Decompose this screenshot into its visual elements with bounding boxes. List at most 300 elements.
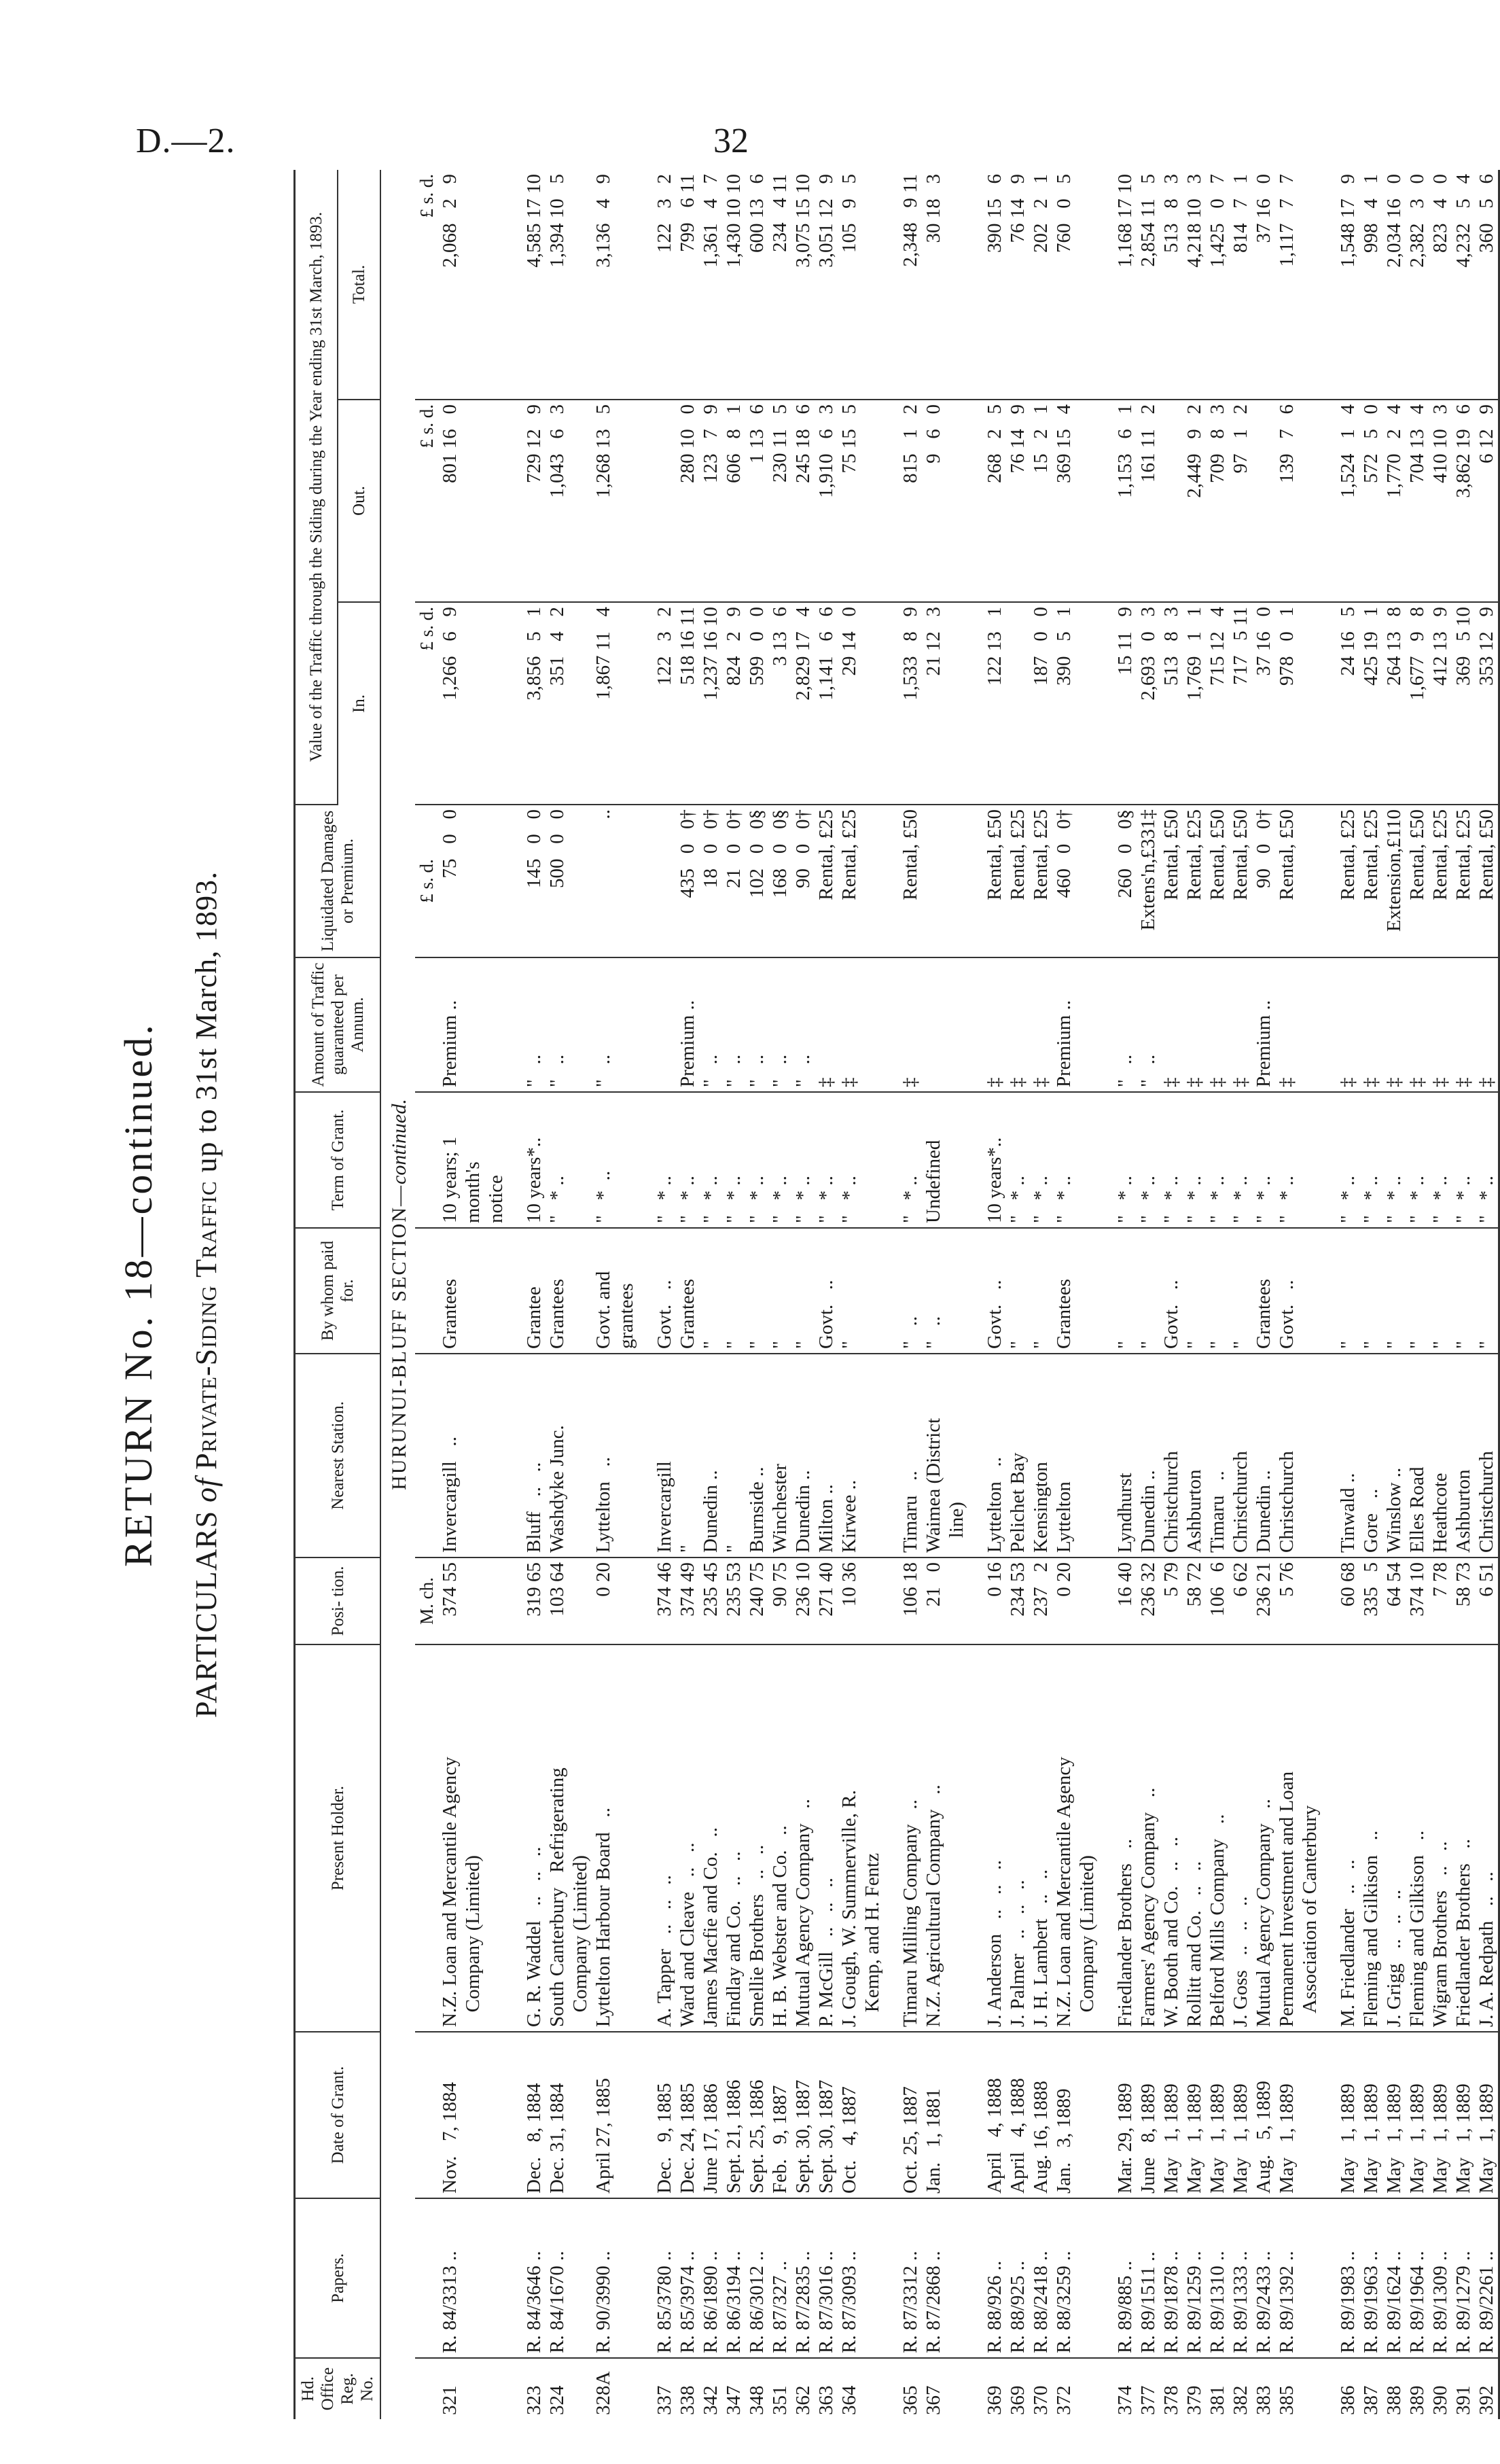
cell-amount: Premium ..: [1252, 957, 1275, 1092]
spacer-row: [884, 170, 899, 2419]
cell-position: [569, 1557, 592, 1644]
table-row: [922, 170, 945, 2419]
cell-liquidated: [484, 805, 507, 957]
cell-station: Christchurch: [1160, 1354, 1183, 1557]
cell-total: 2,382 3 0: [1406, 170, 1429, 400]
cell-paid-by: ": [1006, 1228, 1029, 1354]
cell-paid-by: ": [1475, 1228, 1499, 1354]
page-number: 32: [713, 122, 749, 160]
cell-position: [461, 1557, 484, 1644]
cell-term: " * ..: [1183, 1092, 1206, 1228]
cell-reg-no: [461, 2358, 484, 2419]
cell-date: Sept. 25, 1886: [745, 2032, 768, 2198]
cell-position: 0 20: [1052, 1557, 1075, 1644]
cell-paid-by: Grantees: [546, 1228, 569, 1354]
cell-papers: R. 87/3016 ..: [815, 2198, 838, 2358]
cell-liquidated: Rental, £25: [1359, 805, 1382, 957]
table-row: [1252, 170, 1275, 2419]
table-row: [592, 170, 615, 2419]
cell-out: 606 8 1: [722, 400, 745, 602]
cell-in: [861, 602, 884, 805]
cell-papers: [1298, 2198, 1321, 2358]
cell-reg-no: 365: [899, 2385, 921, 2415]
cell-amount: " ..: [592, 957, 615, 1092]
cell-liquidated: [861, 805, 884, 957]
cell-position: 21 0: [922, 1557, 945, 1644]
cell-paid-by: [945, 1228, 968, 1354]
cell-term: notice: [484, 1092, 507, 1228]
cell-term: " * ..: [1160, 1092, 1183, 1228]
cell-date: April 4, 1888: [983, 2032, 1006, 2198]
cell-holder: M. Friedlander .. ..: [1336, 1644, 1359, 2032]
table-row: [838, 170, 861, 2419]
cell-station: Pelichet Bay: [1006, 1354, 1029, 1557]
cell-amount: ‡: [1382, 957, 1406, 1092]
cell-total: 998 4 1: [1359, 170, 1382, 400]
table-row: [1275, 170, 1298, 2419]
cell-paid-by: Grantee: [522, 1228, 546, 1354]
cell-position: 0 16: [983, 1557, 1006, 1644]
cell-amount: " ..: [745, 957, 768, 1092]
unit-liq: £ s. d.: [415, 805, 438, 957]
cell-station: Timaru ..: [899, 1354, 922, 1557]
cell-station: Ashburton: [1183, 1354, 1206, 1557]
cell-station: Ashburton: [1452, 1354, 1475, 1557]
table-row: [1336, 170, 1359, 2419]
cell-out: [1075, 400, 1099, 602]
cell-holder: Company (Limited): [461, 1644, 484, 2032]
cell-reg-no: 381: [1207, 2385, 1228, 2415]
cell-position: 236 10: [791, 1557, 815, 1644]
cell-liquidated: Rental, £25: [1006, 805, 1029, 957]
cell-paid-by: ": [1183, 1228, 1206, 1354]
cell-term: " * ..: [1029, 1092, 1052, 1228]
cell-total: 4,218 10 3: [1183, 170, 1206, 400]
cell-out: 268 2 5: [983, 400, 1006, 602]
cell-position: 236 32: [1137, 1557, 1160, 1644]
cell-in: 715 12 4: [1206, 602, 1229, 805]
cell-station: Dunedin ..: [791, 1354, 815, 1557]
cell-station: Timaru ..: [1206, 1354, 1229, 1557]
header-position: Posi- tion.: [295, 1557, 381, 1644]
cell-paid-by: [1075, 1228, 1099, 1354]
cell-holder: P. McGill .. .. ..: [815, 1644, 838, 2032]
cell-date: April 4, 1888: [1006, 2032, 1029, 2198]
cell-holder: South Canterbury Refrigerating: [546, 1644, 569, 2032]
cell-station: Gore ..: [1359, 1354, 1382, 1557]
cell-papers: [615, 2198, 638, 2358]
cell-term: " * ..: [1252, 1092, 1275, 1228]
cell-term: " * ..: [838, 1092, 861, 1228]
cell-amount: ‡: [983, 957, 1006, 1092]
cell-in: [945, 602, 968, 805]
cell-paid-by: ": [722, 1228, 745, 1354]
cell-out: [653, 400, 676, 602]
cell-date: [461, 2032, 484, 2198]
section-title-text: HURUNUI-BLUFF SECTION—: [388, 1184, 410, 1490]
cell-term: " * ..: [1006, 1092, 1029, 1228]
cell-paid-by: [569, 1228, 592, 1354]
cell-total: 823 4 0: [1429, 170, 1452, 400]
cell-term: " * ..: [699, 1092, 722, 1228]
table-row: [1075, 170, 1099, 2419]
header-term: Term of Grant.: [295, 1092, 381, 1228]
cell-reg-no: 382: [1230, 2385, 1251, 2415]
cell-reg-no: 369: [1007, 2385, 1029, 2415]
cell-position: 64 54: [1382, 1557, 1406, 1644]
cell-term: " * ..: [1452, 1092, 1475, 1228]
cell-holder: Fleming and Gilkison ..: [1359, 1644, 1382, 2032]
cell-liquidated: Rental, £25: [1029, 805, 1052, 957]
cell-reg-no: 378: [1160, 2385, 1182, 2415]
cell-total: 202 2 1: [1029, 170, 1052, 400]
cell-total: 105 9 5: [838, 170, 861, 400]
cell-papers: R. 86/3194 ..: [722, 2198, 745, 2358]
header-paid: By whom paid for.: [295, 1228, 381, 1354]
cell-holder: J. A. Redpath .. ..: [1475, 1644, 1499, 2032]
cell-reg-no: 363: [815, 2385, 837, 2415]
cell-amount: ‡: [1406, 957, 1429, 1092]
cell-in: 15 11 9: [1113, 602, 1137, 805]
cell-paid-by: ": [838, 1228, 861, 1354]
cell-amount: ‡: [1029, 957, 1052, 1092]
cell-in: 187 0 0: [1029, 602, 1052, 805]
cell-term: [569, 1092, 592, 1228]
cell-total: 360 5 6: [1475, 170, 1499, 400]
cell-total: [461, 170, 484, 400]
cell-position: 271 40: [815, 1557, 838, 1644]
cell-station: Lyndhurst: [1113, 1354, 1137, 1557]
cell-term: " * ..: [1206, 1092, 1229, 1228]
cell-total: 1,394 10 5: [546, 170, 569, 400]
cell-amount: " ..: [1113, 957, 1137, 1092]
cell-term: [1075, 1092, 1099, 1228]
cell-liquidated: Rental, £50: [1275, 805, 1298, 957]
cell-out: [1252, 400, 1275, 602]
cell-out: 3,862 19 6: [1452, 400, 1475, 602]
cell-liquidated: Rental, £50: [1406, 805, 1429, 957]
cell-liquidated: 145 0 0: [522, 805, 546, 957]
cell-paid-by: grantees: [615, 1228, 638, 1354]
cell-position: 335 5: [1359, 1557, 1382, 1644]
cell-out: [484, 400, 507, 602]
cell-station: Christchurch: [1475, 1354, 1499, 1557]
cell-reg-no: [569, 2358, 592, 2419]
cell-holder: J. Grigg .. .. ..: [1382, 1644, 1406, 2032]
cell-liquidated: 500 0 0: [546, 805, 569, 957]
cell-date: Mar. 29, 1889: [1113, 2032, 1137, 2198]
traffic-table: [293, 170, 1500, 2419]
cell-total: 3,051 12 9: [815, 170, 838, 400]
cell-holder: Rollitt and Co. .. ..: [1183, 1644, 1206, 2032]
cell-liquidated: [461, 805, 484, 957]
cell-out: 2,449 9 2: [1183, 400, 1206, 602]
cell-amount: ‡: [1475, 957, 1499, 1092]
subtitle-of: of: [190, 1477, 223, 1502]
cell-amount: Premium ..: [676, 957, 699, 1092]
cell-paid-by: ": [1406, 1228, 1429, 1354]
cell-date: May 1, 1889: [1183, 2032, 1206, 2198]
cell-reg-no: 321: [439, 2385, 461, 2415]
cell-holder: J. Goss .. .. ..: [1229, 1644, 1252, 2032]
cell-date: [861, 2032, 884, 2198]
cell-position: 0 20: [592, 1557, 615, 1644]
cell-papers: R. 88/3259 ..: [1052, 2198, 1075, 2358]
cell-position: 374 55: [438, 1557, 461, 1644]
cell-in: 518 16 11: [676, 602, 699, 805]
cell-amount: ‡: [1359, 957, 1382, 1092]
cell-amount: [1298, 957, 1321, 1092]
cell-amount: ‡: [1275, 957, 1298, 1092]
cell-amount: [653, 957, 676, 1092]
cell-out: 230 11 5: [768, 400, 791, 602]
subtitle-tail: up to 31st March, 1893.: [190, 871, 223, 1173]
cell-liquidated: Rental, £25: [1452, 805, 1475, 957]
table-row: [1160, 170, 1183, 2419]
cell-amount: " ..: [722, 957, 745, 1092]
cell-station: Dunedin ..: [1137, 1354, 1160, 1557]
cell-position: 374 46: [653, 1557, 676, 1644]
cell-total: 814 7 1: [1229, 170, 1252, 400]
cell-liquidated: [569, 805, 592, 957]
cell-reg-no: 379: [1183, 2385, 1205, 2415]
cell-out: 280 10 0: [676, 400, 699, 602]
cell-out: [861, 400, 884, 602]
table-row: [1206, 170, 1229, 2419]
cell-liquidated: 102 0 0§: [745, 805, 768, 957]
cell-station: Christchurch: [1275, 1354, 1298, 1557]
table-row: [546, 170, 569, 2419]
table-row: [1006, 170, 1029, 2419]
cell-liquidated: Rental, £50: [1160, 805, 1183, 957]
table-row: [861, 170, 884, 2419]
cell-holder: A. Tapper .. .. ..: [653, 1644, 676, 2032]
cell-liquidated: Rental, £25: [1183, 805, 1206, 957]
cell-position: 106 6: [1206, 1557, 1229, 1644]
cell-liquidated: 260 0 0§: [1113, 805, 1137, 957]
section-title-italic: continued.: [388, 1099, 410, 1184]
cell-reg-no: 367: [923, 2385, 944, 2415]
cell-in: 264 13 8: [1382, 602, 1406, 805]
cell-paid-by: ": [1382, 1228, 1406, 1354]
table-row: [569, 170, 592, 2419]
cell-papers: R. 89/1878 ..: [1160, 2198, 1183, 2358]
cell-papers: [1075, 2198, 1099, 2358]
table-row: [1406, 170, 1429, 2419]
header-in: In.: [338, 602, 380, 805]
cell-amount: ‡: [1183, 957, 1206, 1092]
cell-term: " * ..: [1113, 1092, 1137, 1228]
cell-station: Invercargill: [653, 1354, 676, 1557]
cell-reg-no: 387: [1360, 2385, 1382, 2415]
cell-papers: [945, 2198, 968, 2358]
cell-holder: N.Z. Loan and Mercantile Agency: [438, 1644, 461, 2032]
cell-papers: R. 88/925 ..: [1006, 2198, 1029, 2358]
cell-papers: R. 87/2868 ..: [922, 2198, 945, 2358]
cell-in: 1,266 6 9: [438, 602, 461, 805]
cell-date: June 17, 1886: [699, 2032, 722, 2198]
unit-total: £ s. d.: [415, 170, 438, 400]
cell-in: [1006, 602, 1029, 805]
cell-out: 369 15 4: [1052, 400, 1075, 602]
section-title: [380, 170, 415, 2419]
header-total: Total.: [338, 170, 380, 400]
cell-paid-by: Govt. ..: [1275, 1228, 1298, 1354]
cell-in: 353 12 9: [1475, 602, 1499, 805]
cell-position: [861, 1557, 884, 1644]
cell-reg-no: 348: [746, 2385, 768, 2415]
cell-amount: " ..: [546, 957, 569, 1092]
header-liquidated: Liquidated Damages or Premium.: [295, 805, 381, 957]
header-value-group: Value of the Traffic through the Siding during the Year ending 31st March, 1893.: [295, 170, 338, 805]
cell-date: May 1, 1889: [1359, 2032, 1382, 2198]
cell-papers: R. 86/1890 ..: [699, 2198, 722, 2358]
cell-in: [569, 602, 592, 805]
cell-paid-by: Govt. ..: [1160, 1228, 1183, 1354]
cell-papers: R. 89/1511 ..: [1137, 2198, 1160, 2358]
cell-position: 235 45: [699, 1557, 722, 1644]
cell-paid-by: ": [1029, 1228, 1052, 1354]
cell-term: [615, 1092, 638, 1228]
cell-out: 6 12 9: [1475, 400, 1499, 602]
cell-holder: [484, 1644, 507, 2032]
cell-holder: Friedlander Brothers ..: [1452, 1644, 1475, 2032]
cell-out: 15 2 1: [1029, 400, 1052, 602]
cell-station: Winslow ..: [1382, 1354, 1406, 1557]
cell-total: 2,348 9 11: [899, 170, 922, 400]
cell-out: 572 5 0: [1359, 400, 1382, 602]
cell-total: [1075, 170, 1099, 400]
cell-total: 1,117 7 7: [1275, 170, 1298, 400]
cell-amount: [615, 957, 638, 1092]
header-amount: Amount of Traffic guaranteed per Annum.: [295, 957, 381, 1092]
cell-amount: ‡: [1429, 957, 1452, 1092]
table-row: [1183, 170, 1206, 2419]
cell-paid-by: ": [791, 1228, 815, 1354]
cell-term: month's: [461, 1092, 484, 1228]
spacer-row: [1099, 170, 1113, 2419]
cell-amount: ‡: [1006, 957, 1029, 1092]
cell-paid-by: ": [1336, 1228, 1359, 1354]
cell-paid-by: " ..: [922, 1228, 945, 1354]
cell-out: 1,043 6 3: [546, 400, 569, 602]
cell-amount: " ..: [1137, 957, 1160, 1092]
cell-paid-by: Govt. ..: [653, 1228, 676, 1354]
cell-in: 2,693 0 3: [1137, 602, 1160, 805]
cell-in: 369 5 10: [1452, 602, 1475, 805]
cell-date: Sept. 21, 1886: [722, 2032, 745, 2198]
cell-liquidated: Rental, £25: [1429, 805, 1452, 957]
cell-total: [861, 170, 884, 400]
table-row: [745, 170, 768, 2419]
cell-amount: [861, 957, 884, 1092]
cell-reg-no: 364: [838, 2385, 860, 2415]
cell-amount: ‡: [1452, 957, 1475, 1092]
cell-holder: Lyttelton Harbour Board ..: [592, 1644, 615, 2032]
subtitle-caps: Private-Siding Traffic: [190, 1180, 223, 1470]
cell-papers: R. 84/1670 ..: [546, 2198, 569, 2358]
cell-station: ": [722, 1354, 745, 1557]
cell-out: 161 11 2: [1137, 400, 1160, 602]
cell-in: [484, 602, 507, 805]
cell-position: 5 76: [1275, 1557, 1298, 1644]
cell-term: " * ..: [1275, 1092, 1298, 1228]
cell-liquidated: 90 0 0†: [1252, 805, 1275, 957]
table-row: [1113, 170, 1137, 2419]
cell-reg-no: [1075, 2358, 1099, 2419]
cell-term: " * ..: [1336, 1092, 1359, 1228]
cell-reg-no: [945, 2358, 968, 2419]
cell-position: [1075, 1557, 1099, 1644]
cell-paid-by: Govt. and: [592, 1228, 615, 1354]
cell-term: " * ..: [653, 1092, 676, 1228]
cell-total: 1,430 10 10: [722, 170, 745, 400]
cell-liquidated: [1075, 805, 1099, 957]
cell-station: Milton ..: [815, 1354, 838, 1557]
cell-liquidated: Extens'n,£331‡: [1137, 805, 1160, 957]
table-row: [1452, 170, 1475, 2419]
table-row: [522, 170, 546, 2419]
cell-term: " * ..: [546, 1092, 569, 1228]
cell-in: 513 8 3: [1160, 602, 1183, 805]
cell-date: Dec. 31, 1884: [546, 2032, 569, 2198]
table-row: [676, 170, 699, 2419]
cell-position: 319 65: [522, 1557, 546, 1644]
cell-paid-by: ": [1113, 1228, 1137, 1354]
cell-liquidated: [1298, 805, 1321, 957]
cell-total: [615, 170, 638, 400]
cell-amount: [922, 957, 945, 1092]
table-row: [768, 170, 791, 2419]
cell-out: 123 7 9: [699, 400, 722, 602]
header-ref: Hd. Office Reg. No.: [295, 2358, 381, 2419]
cell-term: " * ..: [791, 1092, 815, 1228]
cell-out: [945, 400, 968, 602]
cell-reg-no: 362: [792, 2385, 814, 2415]
cell-holder: G. R. Waddel .. .. ..: [522, 1644, 546, 2032]
table-row: [438, 170, 461, 2419]
cell-liquidated: 21 0 0†: [722, 805, 745, 957]
cell-holder: Company (Limited): [569, 1644, 592, 2032]
cell-paid-by: ": [1359, 1228, 1382, 1354]
cell-holder: Kemp, and H. Fentz: [861, 1644, 884, 2032]
cell-in: 978 0 1: [1275, 602, 1298, 805]
cell-in: 412 13 9: [1429, 602, 1452, 805]
cell-station: [1298, 1354, 1321, 1557]
cell-out: 1,524 1 4: [1336, 400, 1359, 602]
cell-liquidated: 168 0 0§: [768, 805, 791, 957]
cell-papers: R. 84/3313 ..: [438, 2198, 461, 2358]
table-row: [1475, 170, 1499, 2419]
cell-papers: R. 88/926 ..: [983, 2198, 1006, 2358]
cell-in: 3,856 5 1: [522, 602, 546, 805]
cell-term: 10 years; 1: [438, 1092, 461, 1228]
cell-date: May 1, 1889: [1206, 2032, 1229, 2198]
cell-position: 90 75: [768, 1557, 791, 1644]
cell-paid-by: ": [745, 1228, 768, 1354]
cell-reg-no: [861, 2358, 884, 2419]
cell-station: [569, 1354, 592, 1557]
cell-holder: Wigram Brothers .. ..: [1429, 1644, 1452, 2032]
cell-amount: Premium ..: [438, 957, 461, 1092]
cell-paid-by: [461, 1228, 484, 1354]
cell-date: Oct. 25, 1887: [899, 2032, 922, 2198]
cell-position: [615, 1557, 638, 1644]
cell-term: Undefined: [922, 1092, 945, 1228]
cell-term: " * ..: [1406, 1092, 1429, 1228]
cell-holder: Ward and Cleave .. ..: [676, 1644, 699, 2032]
cell-papers: R. 86/3012 ..: [745, 2198, 768, 2358]
